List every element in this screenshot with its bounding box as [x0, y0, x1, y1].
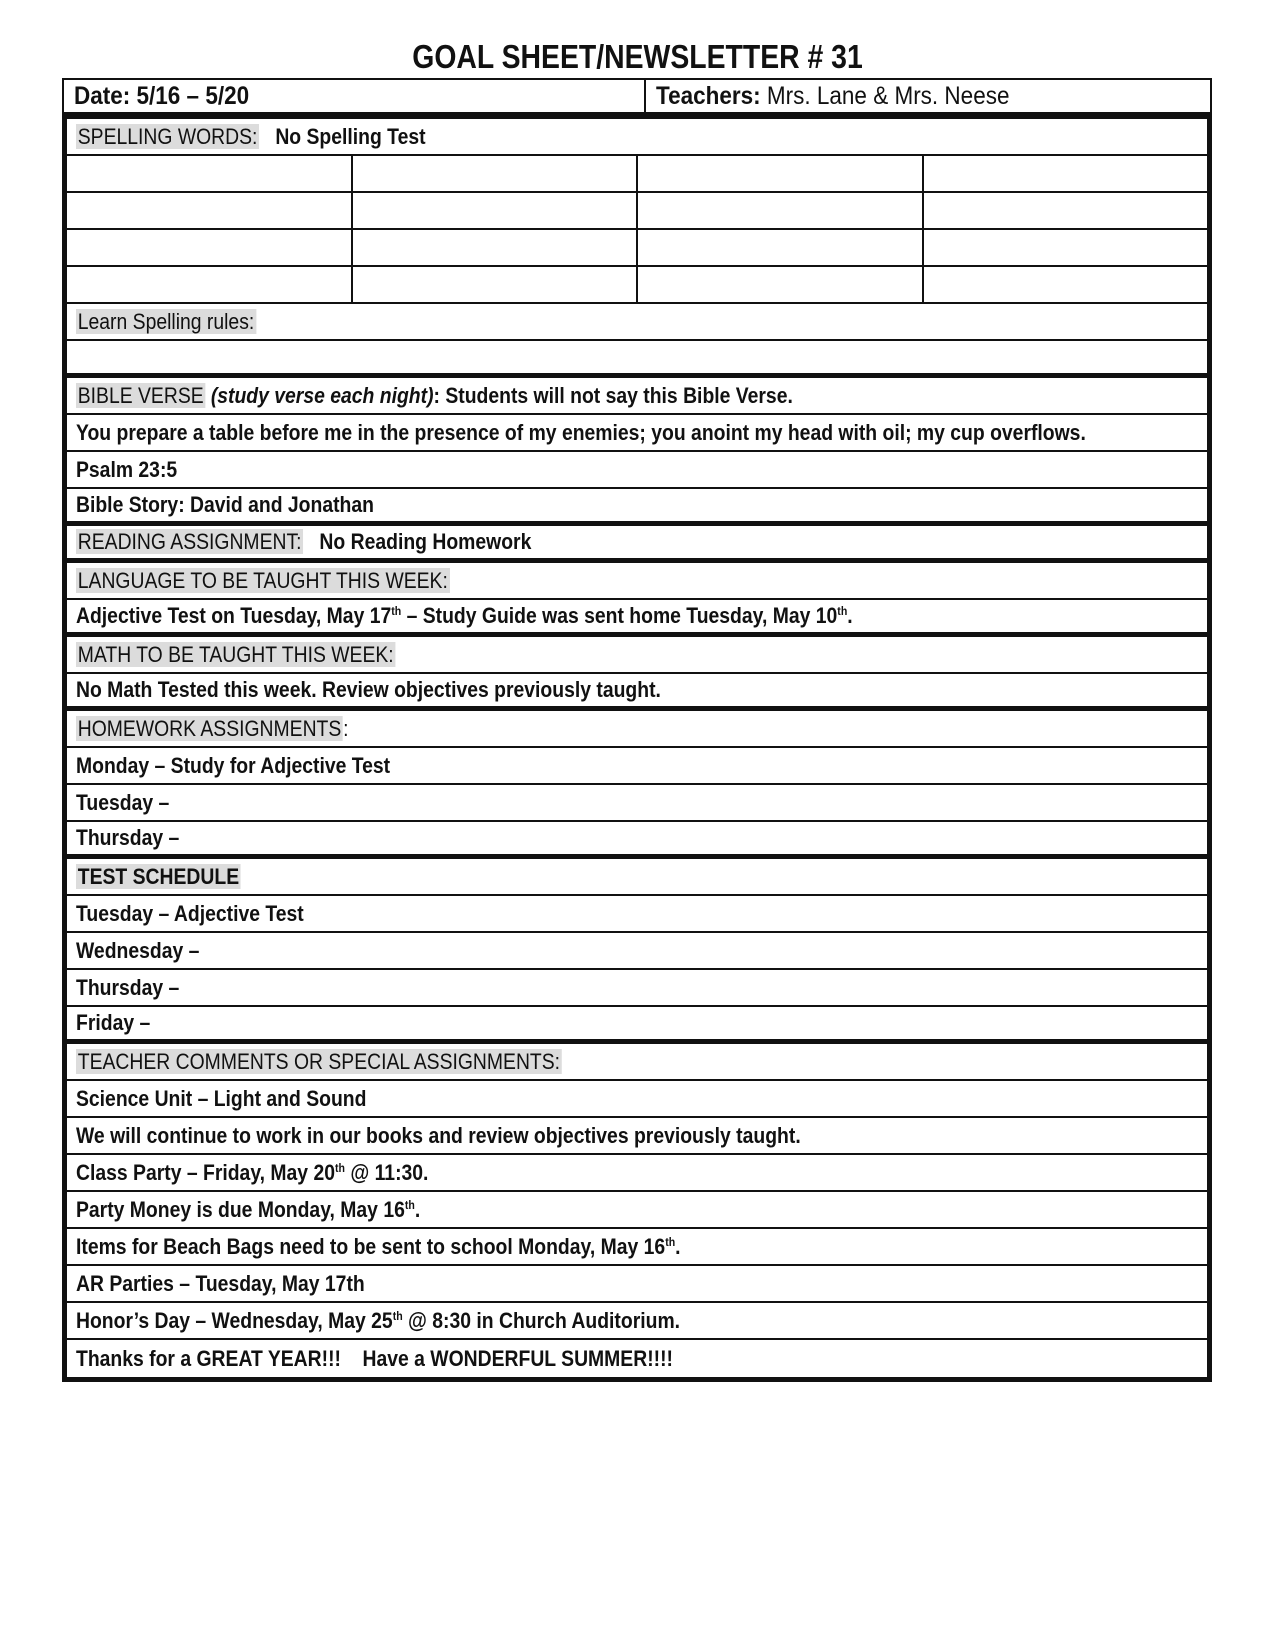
reading-label: READING ASSIGNMENT: — [77, 529, 302, 554]
bible-after: : Students will not say this Bible Verse. — [433, 382, 793, 408]
homework-item-text: Thursday – — [76, 825, 180, 850]
test-item-text: Wednesday – — [76, 937, 200, 963]
content-frame — [62, 114, 1212, 1382]
homework-item-text: Tuesday – — [76, 789, 170, 815]
teachers-names: Mrs. Lane & Mrs. Neese — [766, 81, 1010, 110]
comment-beach-b: . — [675, 1233, 681, 1259]
language-sup-b: th — [837, 604, 848, 618]
math-detail-row — [67, 674, 1207, 711]
spelling-header-row — [67, 119, 1207, 156]
language-label: LANGUAGE TO BE TAUGHT THIS WEEK: — [77, 567, 448, 593]
teachers-label: Teachers: — [656, 81, 761, 110]
test-item-text: Tuesday – Adjective Test — [76, 900, 304, 926]
comment-thanks-b: Have a WONDERFUL SUMMER!!!! — [362, 1345, 673, 1371]
bible-verse-row — [67, 415, 1207, 452]
spelling-grid-row — [67, 267, 1207, 304]
tests-label: TEST SCHEDULE — [77, 863, 240, 889]
bible-story-row — [67, 489, 1207, 526]
language-line-c: . — [847, 603, 853, 628]
bible-header-row — [67, 378, 1207, 415]
comment-item — [67, 1229, 1207, 1266]
homework-item — [67, 785, 1207, 822]
bible-reference: Psalm 23:5 — [76, 456, 178, 482]
comment-item — [67, 1303, 1207, 1340]
comment-ar: AR Parties – Tuesday, May 17th — [76, 1270, 365, 1296]
date-cell — [64, 80, 646, 112]
test-item — [67, 1007, 1207, 1044]
date-text: Date: 5/16 – 5/20 — [74, 81, 250, 110]
spelling-label: SPELLING WORDS: — [77, 123, 258, 149]
spelling-rules-row — [67, 304, 1207, 341]
comment-books: We will continue to work in our books and review objectives previously taught. — [76, 1122, 801, 1148]
comments-header-row — [67, 1044, 1207, 1081]
homework-item — [67, 822, 1207, 859]
bible-story: Bible Story: David and Jonathan — [76, 492, 374, 517]
comment-honor-b: @ 8:30 in Church Auditorium. — [402, 1307, 681, 1333]
homework-colon: : — [343, 715, 349, 741]
test-item — [67, 970, 1207, 1007]
header-bar — [62, 78, 1212, 114]
comment-item — [67, 1155, 1207, 1192]
comment-party-b: @ 11:30. — [344, 1159, 429, 1185]
homework-item-text: Monday – Study for Adjective Test — [76, 752, 391, 778]
comment-honor-sup: th — [392, 1308, 403, 1323]
comment-item — [67, 1081, 1207, 1118]
language-line-a: Adjective Test on Tuesday, May 17 — [76, 603, 392, 628]
bible-note: (study verse each night) — [210, 382, 434, 408]
spelling-grid-row — [67, 230, 1207, 267]
comments-label: TEACHER COMMENTS OR SPECIAL ASSIGNMENTS: — [77, 1048, 561, 1074]
homework-label: HOMEWORK ASSIGNMENTS — [77, 715, 342, 741]
comment-item — [67, 1340, 1207, 1377]
test-item-text: Friday – — [76, 1010, 151, 1035]
bible-label: BIBLE VERSE — [77, 382, 204, 408]
comment-item — [67, 1118, 1207, 1155]
bible-reference-row — [67, 452, 1207, 489]
reading-value: No Reading Homework — [319, 529, 532, 554]
reading-row — [67, 526, 1207, 563]
spelling-rules-blank-row — [67, 341, 1207, 378]
language-header-row — [67, 563, 1207, 600]
test-item-text: Thursday – — [76, 974, 180, 1000]
teachers-cell — [646, 80, 1210, 112]
spelling-rules-label: Learn Spelling rules: — [77, 308, 255, 334]
comment-party-sup: th — [334, 1160, 345, 1175]
homework-header-row — [67, 711, 1207, 748]
language-detail-row — [67, 600, 1207, 637]
homework-item — [67, 748, 1207, 785]
page-title: GOAL SHEET/NEWSLETTER # 31 — [412, 38, 863, 75]
comment-thanks-a: Thanks for a GREAT YEAR!!! — [76, 1345, 341, 1371]
spelling-value: No Spelling Test — [275, 123, 426, 149]
math-label: MATH TO BE TAUGHT THIS WEEK: — [77, 641, 394, 667]
spelling-grid-row — [67, 193, 1207, 230]
spelling-grid-row — [67, 156, 1207, 193]
goal-sheet — [62, 78, 1212, 1382]
comment-money-sup: th — [404, 1197, 415, 1212]
comment-money-b: . — [414, 1196, 421, 1222]
math-header-row — [67, 637, 1207, 674]
comment-money-a: Party Money is due Monday, May 16 — [76, 1196, 405, 1222]
bible-verse: You prepare a table before me in the presence of my enemies; you anoint my head with oil; my cup overflows. — [76, 419, 1086, 445]
comment-science: Science Unit – Light and Sound — [76, 1085, 367, 1111]
comment-party-a: Class Party – Friday, May 20 — [76, 1159, 335, 1185]
comment-beach-a: Items for Beach Bags need to be sent to school Monday, May 16 — [76, 1233, 666, 1259]
math-value: No Math Tested this week. Review objectives previously taught. — [76, 677, 661, 702]
test-item — [67, 896, 1207, 933]
comment-item — [67, 1192, 1207, 1229]
comment-item — [67, 1266, 1207, 1303]
comment-honor-a: Honor’s Day – Wednesday, May 25 — [76, 1307, 393, 1333]
language-line-b: – Study Guide was sent home Tuesday, May 10 — [401, 603, 838, 628]
comment-beach-sup: th — [665, 1234, 676, 1249]
tests-header-row — [67, 859, 1207, 896]
test-item — [67, 933, 1207, 970]
language-sup-a: th — [391, 604, 402, 618]
